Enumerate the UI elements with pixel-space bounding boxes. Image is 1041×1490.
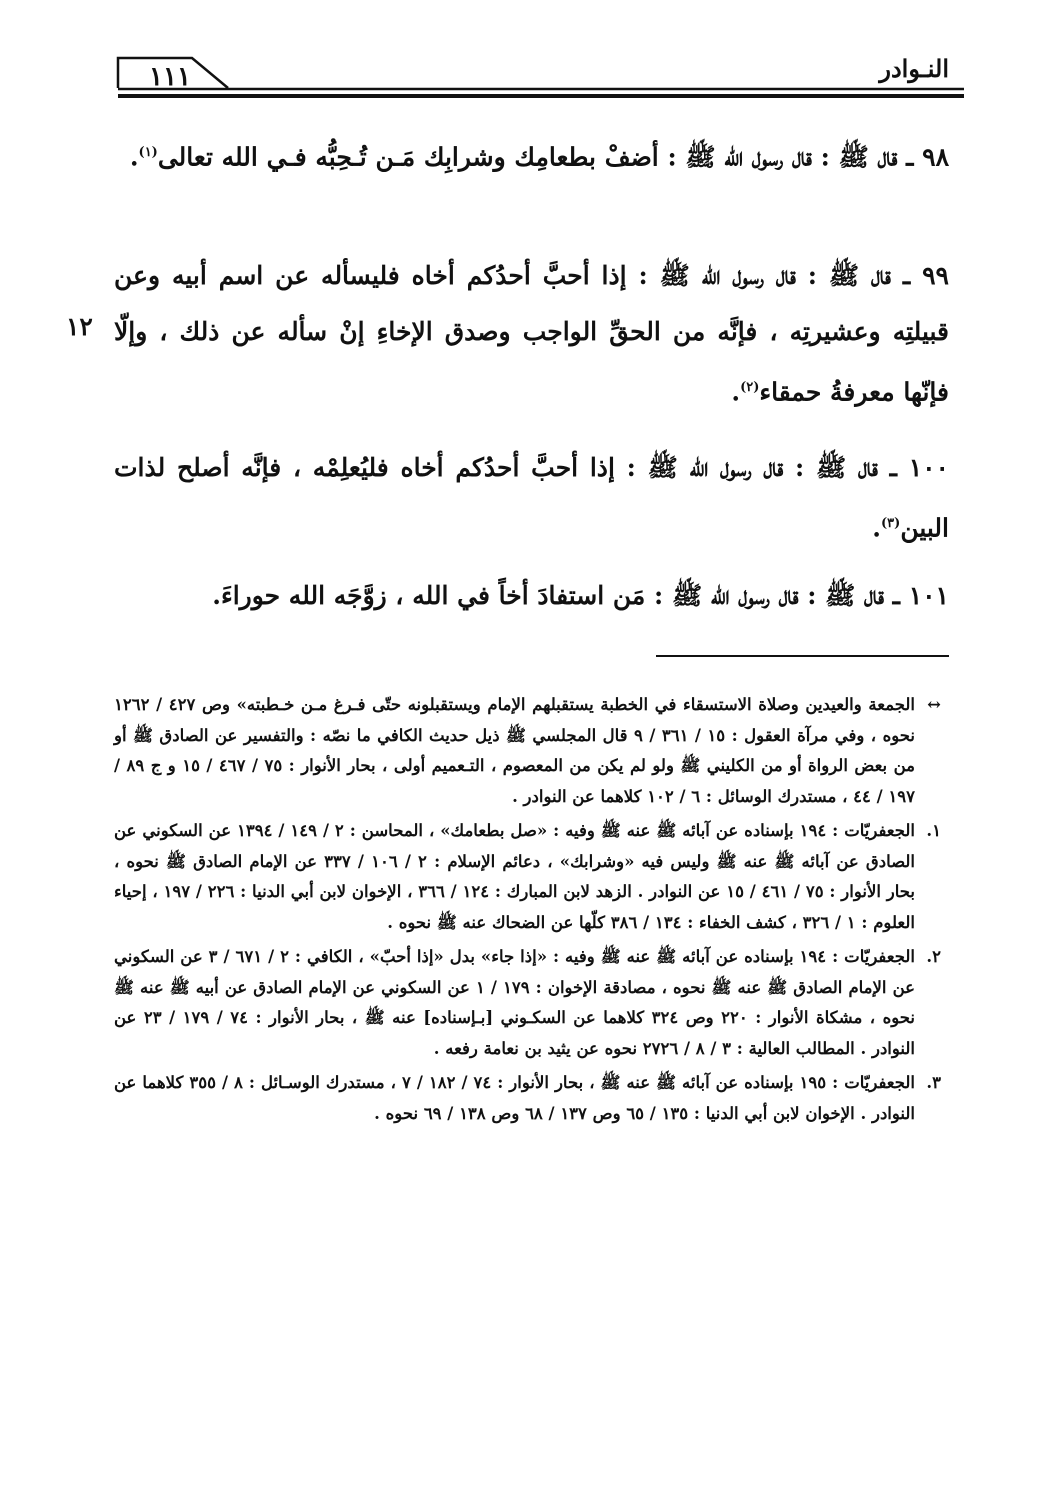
footnote-continuation bbox=[114, 690, 941, 812]
footnotes bbox=[114, 690, 941, 1133]
hadith-intro: قال ﷺ : قال رسول الله ﷺ : bbox=[654, 581, 884, 610]
footnote-3 bbox=[114, 1068, 941, 1129]
hadith-end: . bbox=[212, 581, 221, 610]
hadith-intro: قال ﷺ : قال رسول الله ﷺ : bbox=[667, 142, 898, 172]
hadith-98: ٩٨ ـ قال ﷺ : قال رسول الله ﷺ : أضفْ بطعامِك وشرابِك مَـن تُـحِبُّه فـي الله تعالى$^{(١)}$. bbox=[129, 142, 949, 172]
footnote-separator bbox=[656, 655, 949, 657]
hadith-99: ٩٩ ـ قال ﷺ : قال رسول الله ﷺ : إذا أحبَّ أحدُكم أخاه فليسأله عن اسم أبيه وعن قبيلتِه وعشيرتِه ، فإنَّه من الحقِّ الواجب وصدق الإخاءِ إنْ سأله عن ذلك ، وإلّا فإنّها معرفةُ حمقاء$^{(٢)}$. bbox=[114, 261, 949, 407]
hadith-text: إذا أحبَّ أحدُكم أخاه فليسأله عن اسم أبيه وعن قبيلتِه وعشيرتِه ، فإنَّه من الحقِّ الواجب وصدق الإخاءِ إنْ سأله عن ذلك ، وإلّا فإنّها معرفةُ حمقاء bbox=[114, 261, 949, 407]
footnote-ref: (٣) bbox=[881, 516, 901, 531]
hadith-number: ١٠٠ bbox=[908, 453, 949, 482]
hadith-number: ٩٩ bbox=[922, 261, 949, 290]
hadith-intro: قال ﷺ : قال رسول الله ﷺ : bbox=[638, 261, 891, 290]
hadith-end: . bbox=[731, 377, 741, 407]
margin-note: ١٢ bbox=[66, 312, 93, 341]
footnote-text: الجعفريّات : ١٩٥ بإسناده عن آبائه ﷺ عنه ﷺ ، بحار الأنوار : ٧٤ / ١٨٢ / ٧ ، مستدرك الوسـائل : ٨ / ٣٥٥ كلاهما عن النوادر . الإخوان لابن أبي الدنيا : ١٣٥ / ٦٥ وص ١٣٧ / ٦٨ وص ١٣٨ / ٦٩ نحوه . bbox=[114, 1073, 916, 1123]
footnote-text: الجعفريّات : ١٩٤ بإسناده عن آبائه ﷺ عنه ﷺ وفيه : «إذا جاء» بدل «إذا أحبّ» ، الكافي : ٢ / ٦٧١ / ٣ عن السكوني عن الإمام الصادق ﷺ عنه ﷺ نحوه ، مصادقة الإخوان : ١٧٩ / ١ عن السكوني عن الإمام الصادق عن أبيه ﷺ عنه ﷺ نحوه ، مشكاة الأنوار : ٢٢٠ وص ٣٢٤ كلاهما عن السكـوني [بـإسناده] عنه ﷺ ، بحار الأنوار : ٧٤ / ١٧٩ / ٢٣ عن النوادر . المطالب العالية : ٣ / ٨ / ٢٧٢٦ نحوه عن يثيد بن نعامة رفعه . bbox=[114, 947, 915, 1058]
footnote-ref: (٢) bbox=[740, 380, 760, 395]
footnote-text: الجمعة والعيدين وصلاة الاستسقاء في الخطبة يستقبلهم الإمام ويستقبلونه حتّى فـرغ مـن خـطبته» وص ٤٢٧ / ١٢٦٢ نحوه ، وفي مرآة العقول : ١٥ / ٣٦١ / ٩ قال المجلسي ﷺ ذيل حديث الكافي ما نصّه : والتفسير عن الصادق ﷺ أو من بعض الرواة أو من الكليني ﷺ ولو لم يكن من المعصوم ، التـعميم أولى ، بحار الأنوار : ٧٥ / ٤٦٧ / ١٥ و ج ٨٩ / ١٩٧ / ٤٤ ، مستدرك الوسائل : ٦ / ١٠٢ كلاهما عن النوادر . bbox=[114, 695, 916, 806]
hadith-intro: قال ﷺ : قال رسول الله ﷺ : bbox=[626, 453, 878, 482]
footnote-text: الجعفريّات : ١٩٤ بإسناده عن آبائه ﷺ عنه ﷺ وفيه : «صل بطعامك» ، المحاسن : ٢ / ١٤٩ / ١٣٩٤ عن السكوني عن الصادق عن آبائه ﷺ عنه ﷺ وليس فيه «وشرابك» ، دعائم الإسلام : ٢ / ١٠٦ / ٣٣٧ عن الإمام الصادق ﷺ نحوه ، بحار الأنوار : ٧٥ / ٤٦١ / ١٥ عن النوادر . الزهد لابن المبارك : ١٢٤ / ٣٦٦ ، الإخوان لابن أبي الدنيا : ٢٢٦ / ١٩٧ ، إحياء العلوم : ١ / ٣٢٦ ، كشف الخفاء : ١٣٤ / ٣٨٦ كلّها عن الضحاك عنه ﷺ نحوه . bbox=[114, 821, 916, 932]
header-rule bbox=[0, 0, 1041, 110]
hadith-number: ٩٨ bbox=[922, 142, 949, 172]
footnote-1 bbox=[114, 816, 941, 938]
hadith-number: ١٠١ bbox=[908, 581, 949, 610]
footnote-marker: ٣. bbox=[926, 1073, 941, 1092]
hadith-end: . bbox=[129, 142, 139, 172]
running-title: النـوادر bbox=[879, 54, 949, 83]
footnote-marker: ٢. bbox=[926, 947, 941, 966]
page-number: ١١١ bbox=[149, 62, 191, 92]
hadith-text: إذا أحبَّ أحدُكم أخاه فليُعلِمْه ، فإنَّه أصلح لذات البين bbox=[114, 453, 949, 543]
footnote-ref: (١) bbox=[138, 145, 158, 160]
hadith-end: . bbox=[872, 513, 882, 543]
hadith-text: مَن استفادَ أخاً في الله ، زوَّجَه الله حوراءَ bbox=[220, 581, 646, 610]
footnote-2 bbox=[114, 942, 941, 1064]
hadith-100: ١٠٠ ـ قال ﷺ : قال رسول الله ﷺ : إذا أحبَّ أحدُكم أخاه فليُعلِمْه ، فإنَّه أصلح لذات البين$^{(٣)}$. bbox=[114, 453, 949, 543]
footnote-marker: ١. bbox=[926, 821, 941, 840]
continuation-marker: ↔ bbox=[927, 695, 941, 714]
hadith-101: ١٠١ ـ قال ﷺ : قال رسول الله ﷺ : مَن استفادَ أخاً في الله ، زوَّجَه الله حوراءَ. bbox=[212, 581, 949, 610]
hadith-text: أضفْ بطعامِك وشرابِك مَـن تُـحِبُّه فـي الله تعالى bbox=[157, 142, 659, 172]
